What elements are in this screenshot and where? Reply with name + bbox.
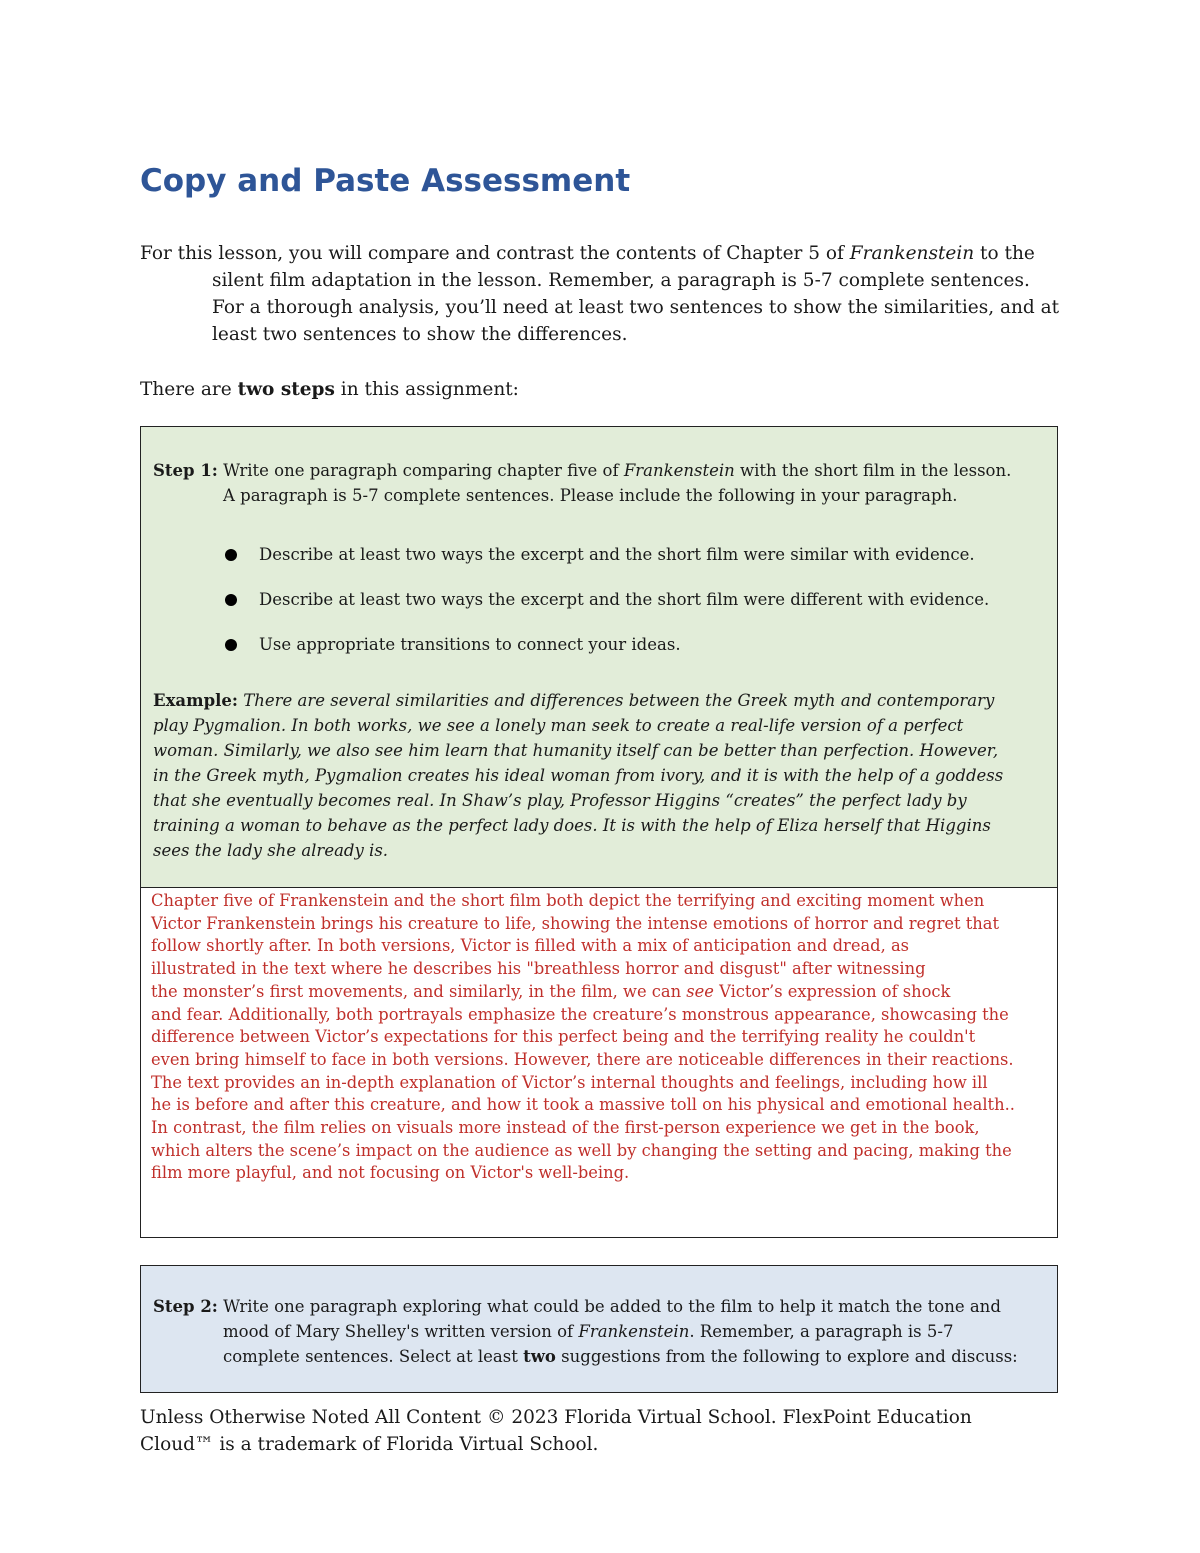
intro-paragraph [140, 240, 1080, 348]
answer-text[interactable]: Chapter five of Frankenstein and the short film both depict the terrifying and exciting moment when Victor Frankenstein brings his creature to life, showing the intense emotions of horror and regret that follow shortly after. In both versions, Victor is filled with a mix of anticipation and dread, as illustrated in the text where he describes his "breathless horror and disgust" after witnessing the monster’s first movements, and similarly, in the film, we can see Victor’s expression of shock and fear. Additionally, both portrayals emphasize the creature’s monstrous appearance, showcasing the difference between Victor’s expectations for this perfect being and the terrifying reality he couldn't even bring himself to face in both versions. However, there are noticeable differences in their reactions. The text provides an in-depth explanation of Victor’s internal thoughts and feelings, including how ill he is before and after this creature, and how it took a massive toll on his physical and emotional health.. In contrast, the film relies on visuals more instead of the first-person experience we get in the book, which alters the scene’s impact on the audience as well by changing the setting and pacing, making the film more playful, and not focusing on Victor's well-being. [151, 891, 1015, 1183]
intro-line-3: For a thorough analysis, you’ll need at least two sentences to show the similarities, and at [212, 297, 1060, 318]
copyright-footer: Unless Otherwise Noted All Content © 2023 Florida Virtual School. FlexPoint Education Cloud™ is a trademark of Florida Virtual School. [140, 1407, 972, 1455]
step-1-instructions-box [140, 426, 1058, 888]
step-2-label: Step 2: [153, 1297, 218, 1316]
bullet-icon [225, 549, 237, 561]
step-2-instructions-box [140, 1265, 1058, 1393]
step-1-bullet-list [225, 542, 989, 677]
list-item: Describe at least two ways the excerpt and the short film were similar with evidence. [225, 542, 989, 587]
list-item: Describe at least two ways the excerpt and the short film were different with evidence. [225, 587, 989, 632]
bullet-icon [225, 639, 237, 651]
step-2-text: Step 2: Write one paragraph exploring what could be added to the film to help it match the tone and mood of Mary Shelley's written version of Frankenstein. Remember, a paragraph is 5-7 complete sentences. Select at least two suggestions from the following to explore and discuss: [153, 1297, 1018, 1366]
bullet-icon [225, 594, 237, 606]
book-title: Frankenstein [849, 243, 975, 264]
step-1-text: Step 1: Write one paragraph comparing chapter five of Frankenstein with the short film in the lesson. A paragraph is 5-7 complete sentences. Please include the following in your paragraph. [153, 461, 1012, 505]
intro-line-2: silent film adaptation in the lesson. Remember, a paragraph is 5-7 complete sentences. [212, 270, 1030, 291]
intro-line-1: For this lesson, you will compare and contrast the contents of Chapter 5 of Frankenstein to the [140, 243, 1035, 264]
page-title: Copy and Paste Assessment [140, 163, 631, 199]
example-paragraph: Example: There are several similarities and differences between the Greek myth and contemporary play Pygmalion. In both works, we see a lonely man seek to create a real-life version of a perfect woman. Similarly, we also see him learn that humanity itself can be better than perfection. However, in the Greek myth, Pygmalion creates his ideal woman from ivory, and it is with the help of a goddess that she eventually becomes real. In Shaw’s play, Professor Higgins “creates” the perfect lady by training a woman to behave as the perfect lady does. It is with the help of Eliza herself that Higgins sees the lady she already is. [153, 691, 1004, 860]
intro-line-4: least two sentences to show the differences. [212, 324, 628, 345]
step-1-answer-box[interactable] [140, 887, 1058, 1238]
steps-intro: There are two steps in this assignment: [140, 379, 519, 400]
step-1-label: Step 1: [153, 461, 218, 480]
example-label: Example: [153, 691, 238, 710]
list-item: Use appropriate transitions to connect your ideas. [225, 632, 989, 677]
